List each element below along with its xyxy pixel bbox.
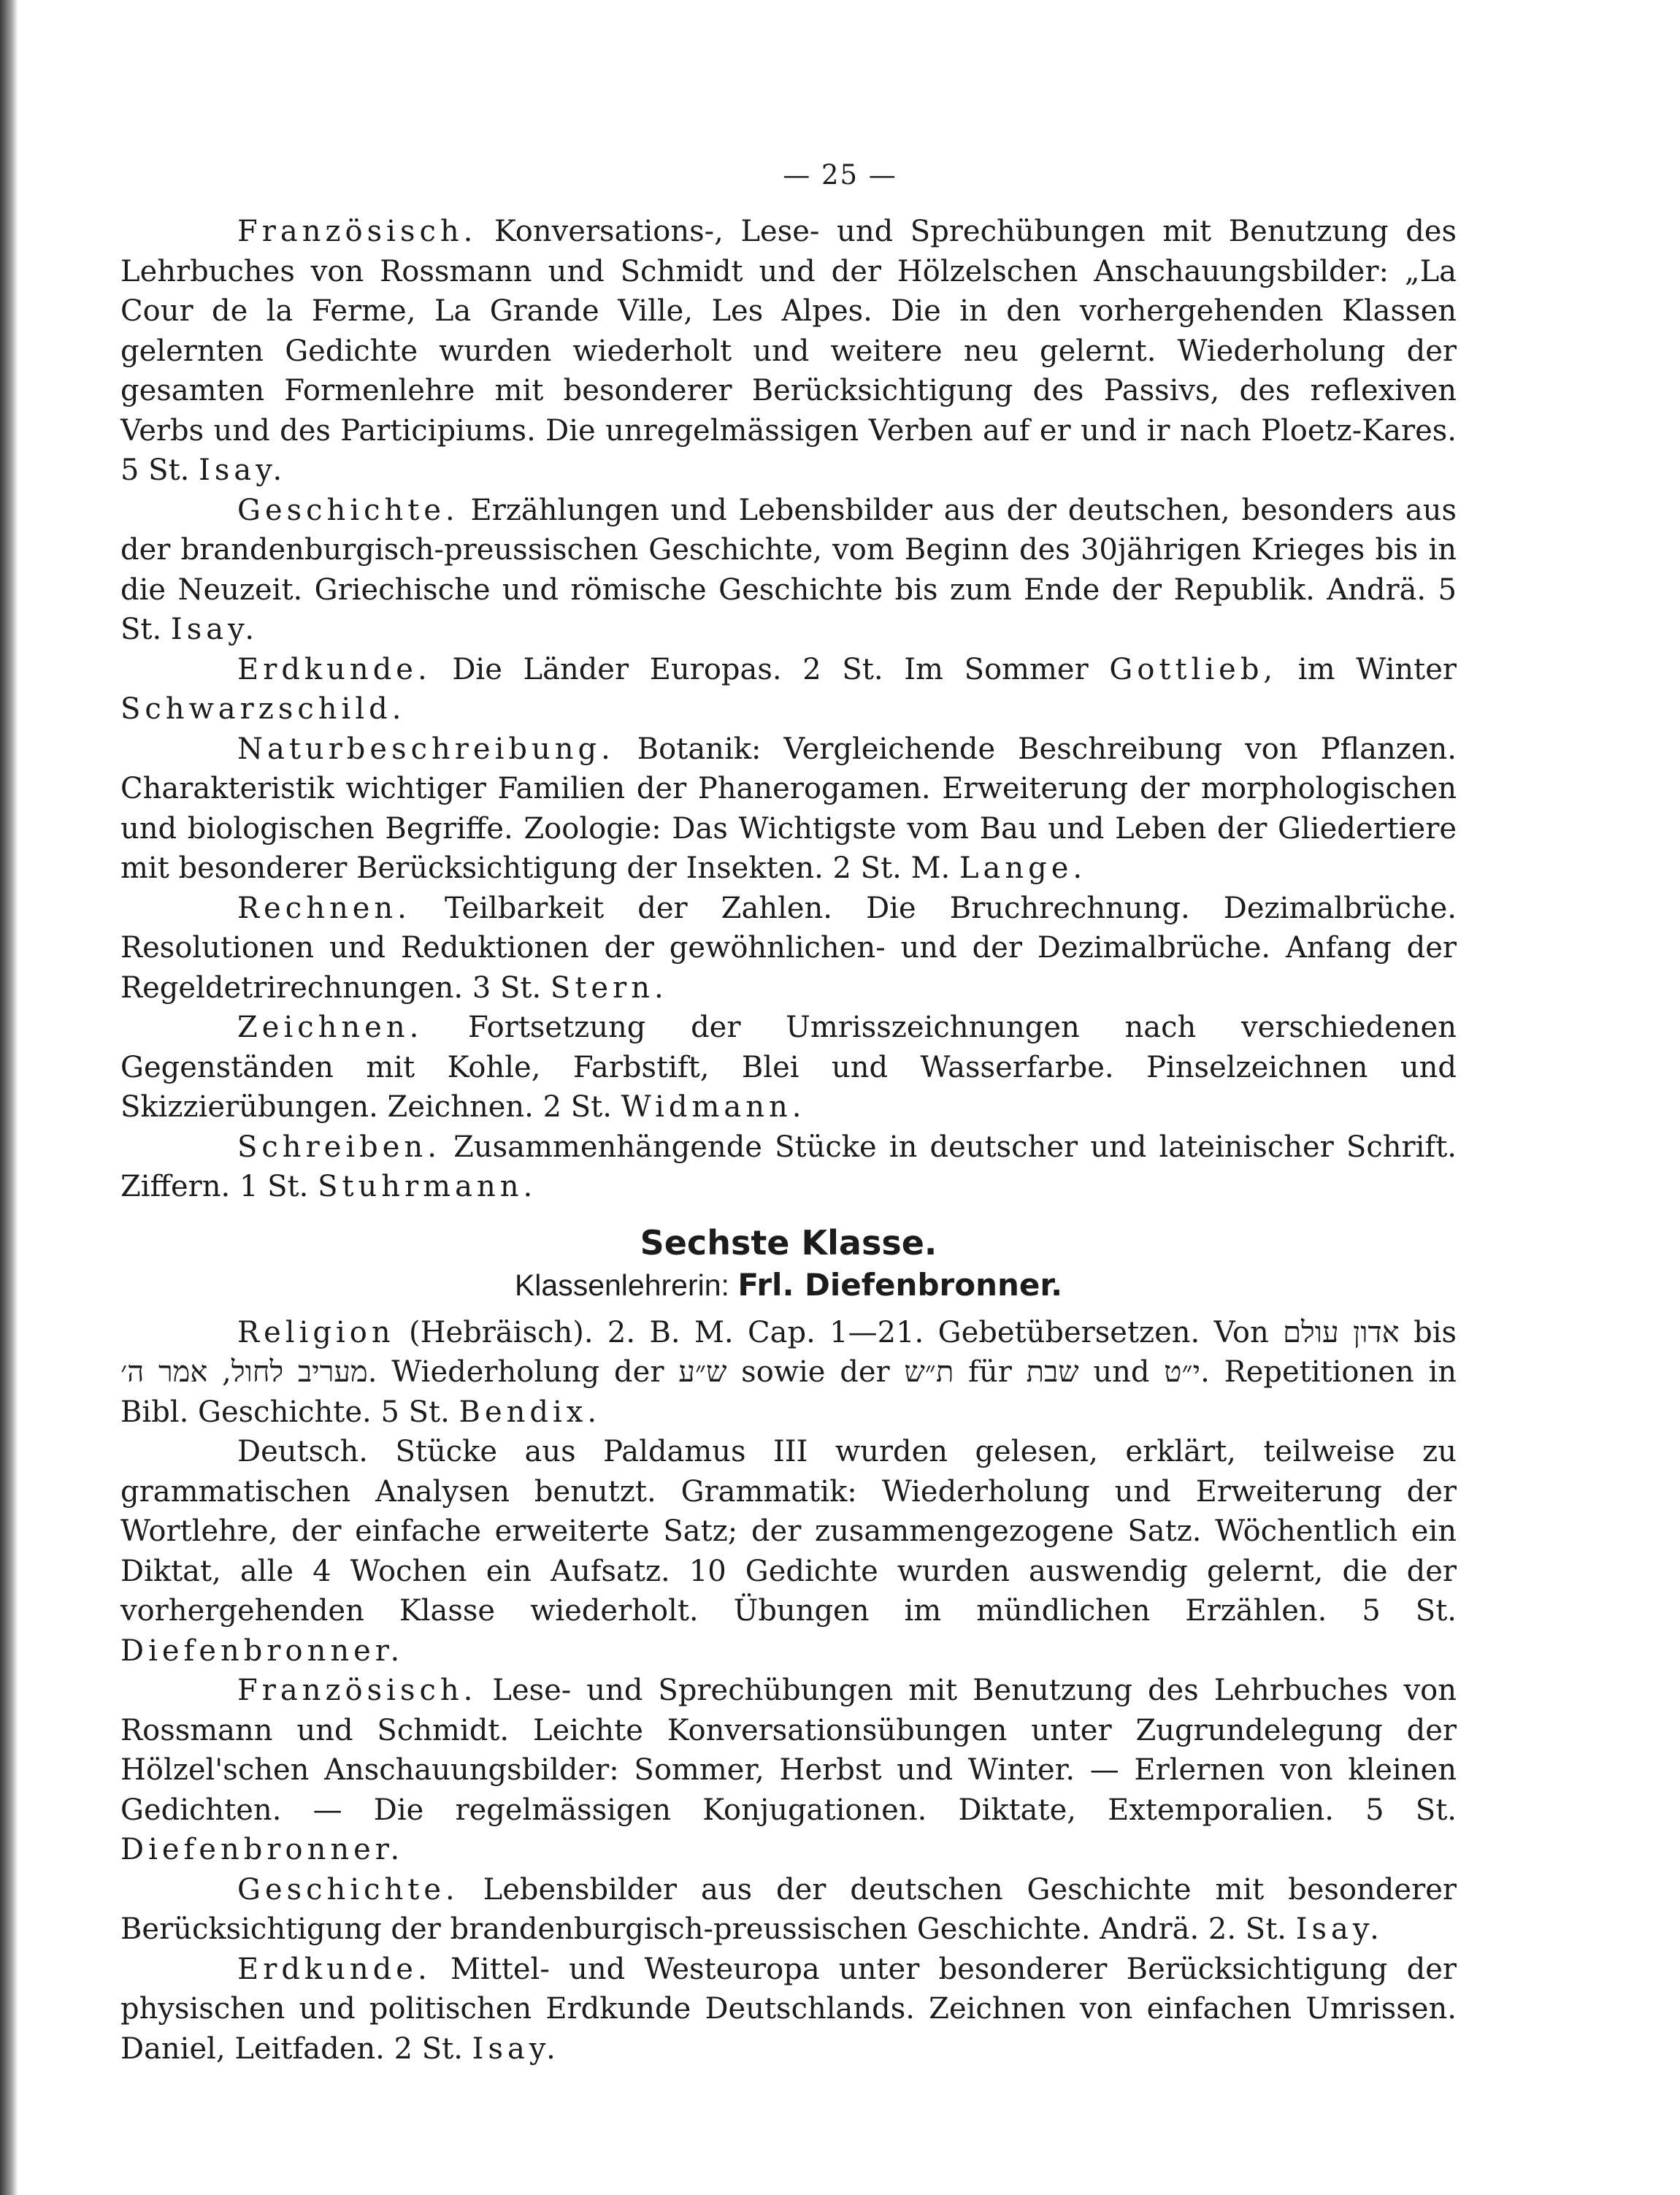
paragraph-text: Erzählungen und Lebensbilder aus der deutschen, besonders aus der brandenburgisch-preussischen Geschichte, vom Beginn des 30jährigen Krieges bis in die Neuzeit. Griechische und römische Geschichte bis zum Ende der Republik. Andrä. 5 St. (120, 493, 1457, 646)
subject-label: Erdkunde. (237, 1952, 431, 1986)
paragraph-text: Fortsetzung der Umrisszeichnungen nach verschiedenen Gegenständen mit Kohle, Farbstift, Blei und Wasserfarbe. Pinselzeichnen und Skizzierübungen. Zeichnen. 2 St. (120, 1011, 1457, 1124)
paragraph-erdkunde-5 (120, 650, 1457, 729)
subject-label: Geschichte. (237, 493, 459, 527)
paragraph-erdkunde-6 (120, 1950, 1457, 2069)
subject-label: Zeichnen. (237, 1011, 423, 1044)
teacher-name: Diefenbronner. (120, 1833, 404, 1866)
teacher-name: Isay. (199, 453, 287, 487)
subject-label: Deutsch. (237, 1435, 368, 1468)
teacher-name: Gottlieb, (1109, 652, 1278, 686)
subject-label: Naturbeschreibung. (237, 732, 615, 766)
paragraph-text: Zusammenhängende Stücke in deutscher und lateinischer Schrift. Ziffern. 1 St. (120, 1130, 1457, 1203)
teacher-name: Isay. (1295, 1912, 1384, 1946)
paragraph-text: Teilbarkeit der Zahlen. Die Bruchrechnung. Dezimalbrüche. Resolutionen und Reduktionen der gewöhnlichen- und der Dezimalbrüche. Anfang der Regeldetrirechnungen. 3 St. (120, 891, 1457, 1005)
subject-label: Religion (237, 1315, 395, 1349)
paragraph-geschichte-5 (120, 491, 1457, 650)
paragraph-religion-6 (120, 1313, 1457, 1433)
paragraph-deutsch-6 (120, 1432, 1457, 1671)
paragraph-franzoesisch-5 (120, 212, 1457, 491)
subject-label: Französisch. (237, 1674, 477, 1707)
teacher-name: Isay. (170, 613, 259, 646)
class-teacher-name: Frl. Diefenbronner. (737, 1267, 1063, 1303)
subject-label: Erdkunde. (237, 652, 431, 686)
teacher-name: Bendix. (459, 1395, 602, 1429)
paragraph-text: (Hebräisch). 2. B. M. Cap. 1—21. Gebetübersetzen. Von אדון עולם bis מעריב לחול, אמר ה׳. Wiederholung der ש״ע sowie der ת״ש für שבת und י״ט. Repetitionen in Bibl. Geschichte. 5 St. (120, 1315, 1457, 1429)
paragraph-schreiben-5 (120, 1127, 1457, 1207)
page-number: — 25 — (783, 159, 897, 191)
teacher-name: Isay. (472, 2031, 560, 2066)
paragraph-text: im Winter (1297, 652, 1457, 686)
paragraph-rechnen-5 (120, 889, 1457, 1008)
paragraph-text: Lebensbilder aus der deutschen Geschichte mit besonderer Berücksichtigung der brandenburgisch-preussischen Geschichte. Andrä. 2. St. (120, 1872, 1457, 1946)
teacher-name: Stuhrmann. (318, 1170, 537, 1203)
paragraph-zeichnen-5 (120, 1008, 1457, 1127)
teacher-name: Schwarzschild. (120, 692, 406, 726)
paragraph-text: Die Länder Europas. 2 St. Im Sommer (452, 652, 1089, 686)
class-teacher-line (120, 1265, 1457, 1306)
class-teacher-label: Klassenlehrerin: (514, 1268, 729, 1302)
subject-label: Französisch. (237, 215, 477, 248)
subject-label: Schreiben. (237, 1130, 441, 1164)
subject-label: Rechnen. (237, 891, 411, 925)
paragraph-naturbeschreibung-5 (120, 729, 1457, 889)
paragraph-text: Botanik: Vergleichende Beschreibung von Pflanzen. Charakteristik wichtiger Familien der Phanerogamen. Erweiterung der morphologischen und biologischen Begriffe. Zoologie: Das Wichtigste vom Bau und Leben der Gliedertiere mit besonderer Berücksichtigung der Insekten. 2 St. M. (120, 732, 1457, 885)
section-heading: Sechste Klasse. (640, 1222, 937, 1263)
subject-label: Geschichte. (237, 1872, 459, 1907)
paragraph-text: Stücke aus Paldamus III wurden gelesen, erklärt, teilweise zu grammatischen Analysen benutzt. Grammatik: Wiederholung und Erweiterung der Wortlehre, der einfache erweiterte Satz; der zusammengezogene Satz. Wöchentlich ein Diktat, alle 4 Wochen ein Aufsatz. 10 Gedichte wurden auswendig gelernt, die der vorhergehenden Klasse wiederholt. Übungen im mündlichen Erzählen. 5 St. (120, 1435, 1457, 1628)
teacher-name: Diefenbronner. (120, 1633, 404, 1668)
document-body (120, 212, 1457, 2069)
paragraph-text: Mittel- und Westeuropa unter besonderer Berücksichtigung der physischen und politischen Erdkunde Deutschlands. Zeichnen von einfachen Umrissen. Daniel, Leitfaden. 2 St. (120, 1952, 1457, 2066)
paragraph-franzoesisch-6 (120, 1671, 1457, 1870)
book-binding-shadow (0, 0, 18, 2195)
teacher-name: Widmann. (621, 1090, 806, 1124)
paragraph-text: Konversations-, Lese- und Sprechübungen mit Benutzung des Lehrbuches von Rossmann und Schmidt und der Hölzelschen Anschauungsbilder: „La Cour de la Ferme, La Grande Ville, Les Alpes. Die in den vorhergehenden Klassen gelernten Gedichte wurden wiederholt und weitere neu gelernt. Wiederholung der gesamten Formenlehre mit besonderer Berücksichtigung des Passivs, des reflexiven Verbs und des Participiums. Die unregelmässigen Verben auf er und ir nach Ploetz-Kares. 5 St. (120, 215, 1457, 487)
paragraph-geschichte-6 (120, 1870, 1457, 1950)
paragraph-text: Lese- und Sprechübungen mit Benutzung des Lehrbuches von Rossmann und Schmidt. Leichte Konversationsübungen unter Zugrundelegung der Hölzel'schen Anschauungsbilder: Sommer, Herbst und Winter. — Erlernen von kleinen Gedichten. — Die regelmässigen Konjugationen. Diktate, Extemporalien. 5 St. (120, 1674, 1457, 1827)
teacher-name: Stern. (550, 970, 668, 1005)
teacher-name: Lange. (959, 851, 1087, 885)
